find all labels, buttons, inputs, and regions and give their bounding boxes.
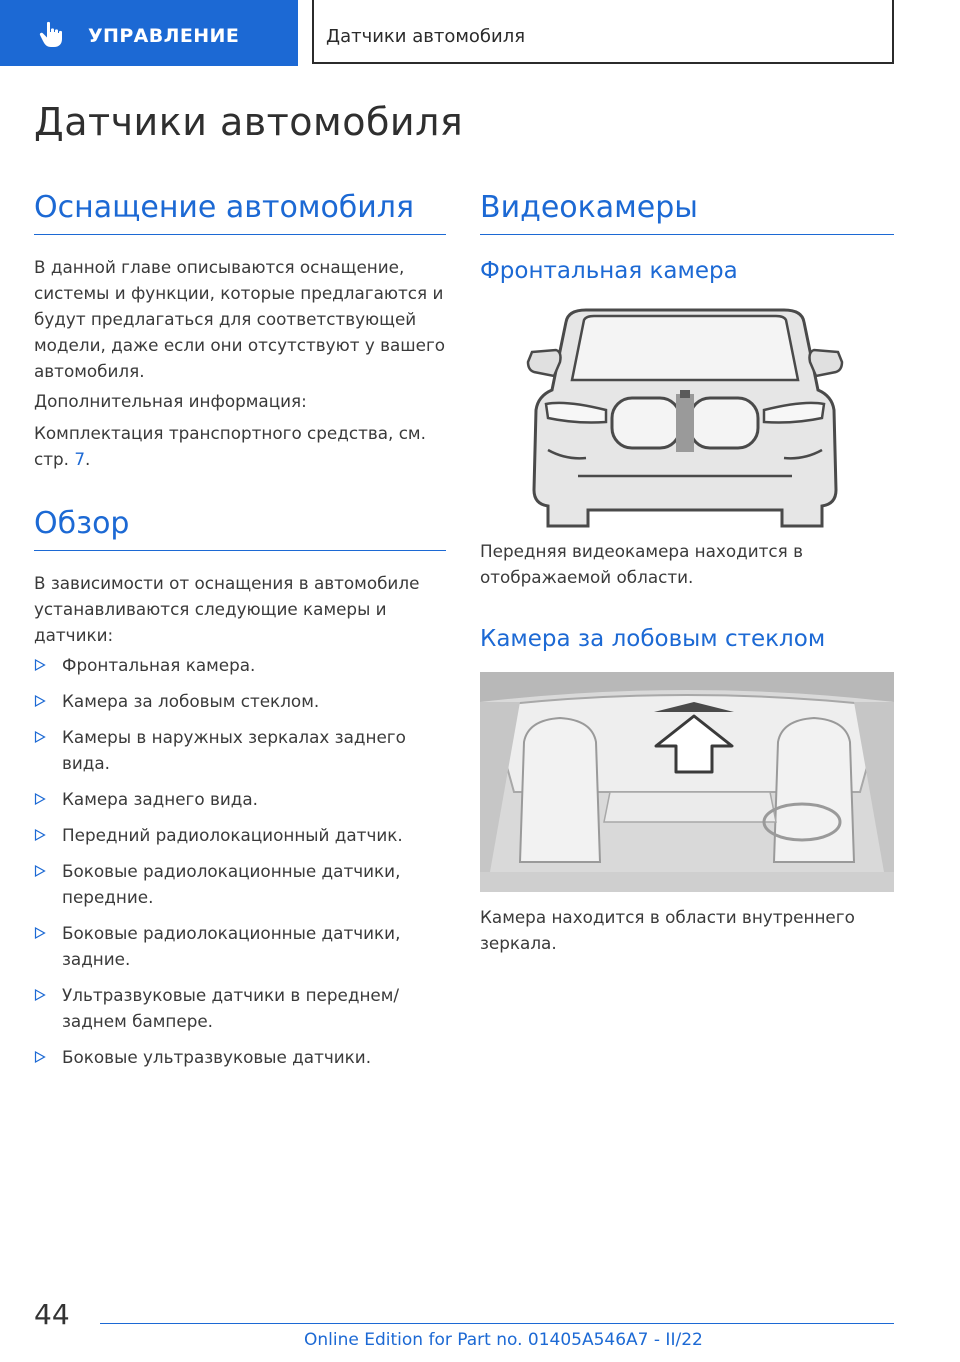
page-number: 44: [34, 1298, 70, 1331]
edition-text: Online Edition for Part no. 01405A546A7 - II/22: [304, 1330, 703, 1350]
list-item-text: Боковые радиолокационные датчики, задние.: [62, 923, 401, 969]
heading-equipment: Оснащение автомобиля: [34, 190, 415, 225]
list-item-text: Боковые ультразвуковые датчики.: [62, 1047, 372, 1067]
triangle-bullet-icon: [34, 1051, 46, 1063]
breadcrumb[interactable]: [312, 0, 894, 64]
interior-illustration: [480, 672, 894, 892]
divider: [480, 234, 894, 235]
sensor-list: [34, 652, 450, 1080]
hand-pointer-icon: [36, 19, 66, 49]
page-header: [0, 0, 960, 66]
front-camera-caption: Передняя видеокамера находится в отображаемой области.: [480, 541, 803, 587]
list-item: [34, 920, 450, 972]
list-item: [34, 858, 450, 910]
triangle-bullet-icon: [34, 731, 46, 743]
footer-divider: [100, 1323, 894, 1324]
page-link[interactable]: 7: [74, 449, 86, 469]
heading-front-camera: Фронтальная камера: [480, 258, 738, 284]
divider: [34, 234, 446, 235]
additional-info-label: Дополнительная информация:: [34, 391, 307, 411]
front-car-illustration: [526, 300, 844, 530]
list-item: [34, 822, 450, 848]
reference-end: .: [85, 449, 91, 469]
list-item-text: Передний радиолокационный датчик.: [62, 825, 403, 845]
page-title: Датчики автомобиля: [34, 100, 464, 144]
list-item: [34, 688, 450, 714]
list-item-text: Камера заднего вида.: [62, 789, 258, 809]
windshield-camera-caption: Камера находится в области внутреннего зеркала.: [480, 907, 855, 953]
breadcrumb-label: Датчики автомобиля: [326, 26, 526, 47]
heading-overview: Обзор: [34, 506, 130, 541]
heading-cameras: Видеокамеры: [480, 190, 698, 225]
list-item-text: Ультразвуковые датчики в переднем/заднем бампере.: [62, 985, 400, 1031]
list-item: [34, 652, 450, 678]
list-item-text: Боковые радиолокационные датчики, передние.: [62, 861, 401, 907]
list-item: [34, 724, 450, 776]
triangle-bullet-icon: [34, 829, 46, 841]
section-tab[interactable]: [0, 0, 298, 66]
list-item-text: Камера за лобовым стеклом.: [62, 691, 320, 711]
list-item-text: Фронтальная камера.: [62, 655, 256, 675]
list-item: [34, 1044, 450, 1070]
list-item: [34, 786, 450, 812]
triangle-bullet-icon: [34, 793, 46, 805]
triangle-bullet-icon: [34, 659, 46, 671]
equipment-paragraph: В данной главе описываются оснащение, системы и функции, которые предлагаются и будут предлагаться для соответствующей модели, даже если они отсутствуют у вашего автомобиля.: [34, 257, 446, 381]
overview-intro: В зависимости от оснащения в автомобиле устанавливаются следующие камеры и датчики:: [34, 573, 420, 645]
triangle-bullet-icon: [34, 695, 46, 707]
reference-text: Комплектация транспортного средства, см. стр.: [34, 423, 426, 469]
triangle-bullet-icon: [34, 865, 46, 877]
triangle-bullet-icon: [34, 927, 46, 939]
list-item: [34, 982, 450, 1034]
equipment-reference: [34, 420, 450, 472]
divider: [34, 550, 446, 551]
list-item-text: Камеры в наружных зеркалах заднего вида.: [62, 727, 406, 773]
section-label: УПРАВЛЕНИЕ: [88, 25, 240, 47]
triangle-bullet-icon: [34, 989, 46, 1001]
heading-windshield-camera: Камера за лобовым стеклом: [480, 626, 826, 652]
